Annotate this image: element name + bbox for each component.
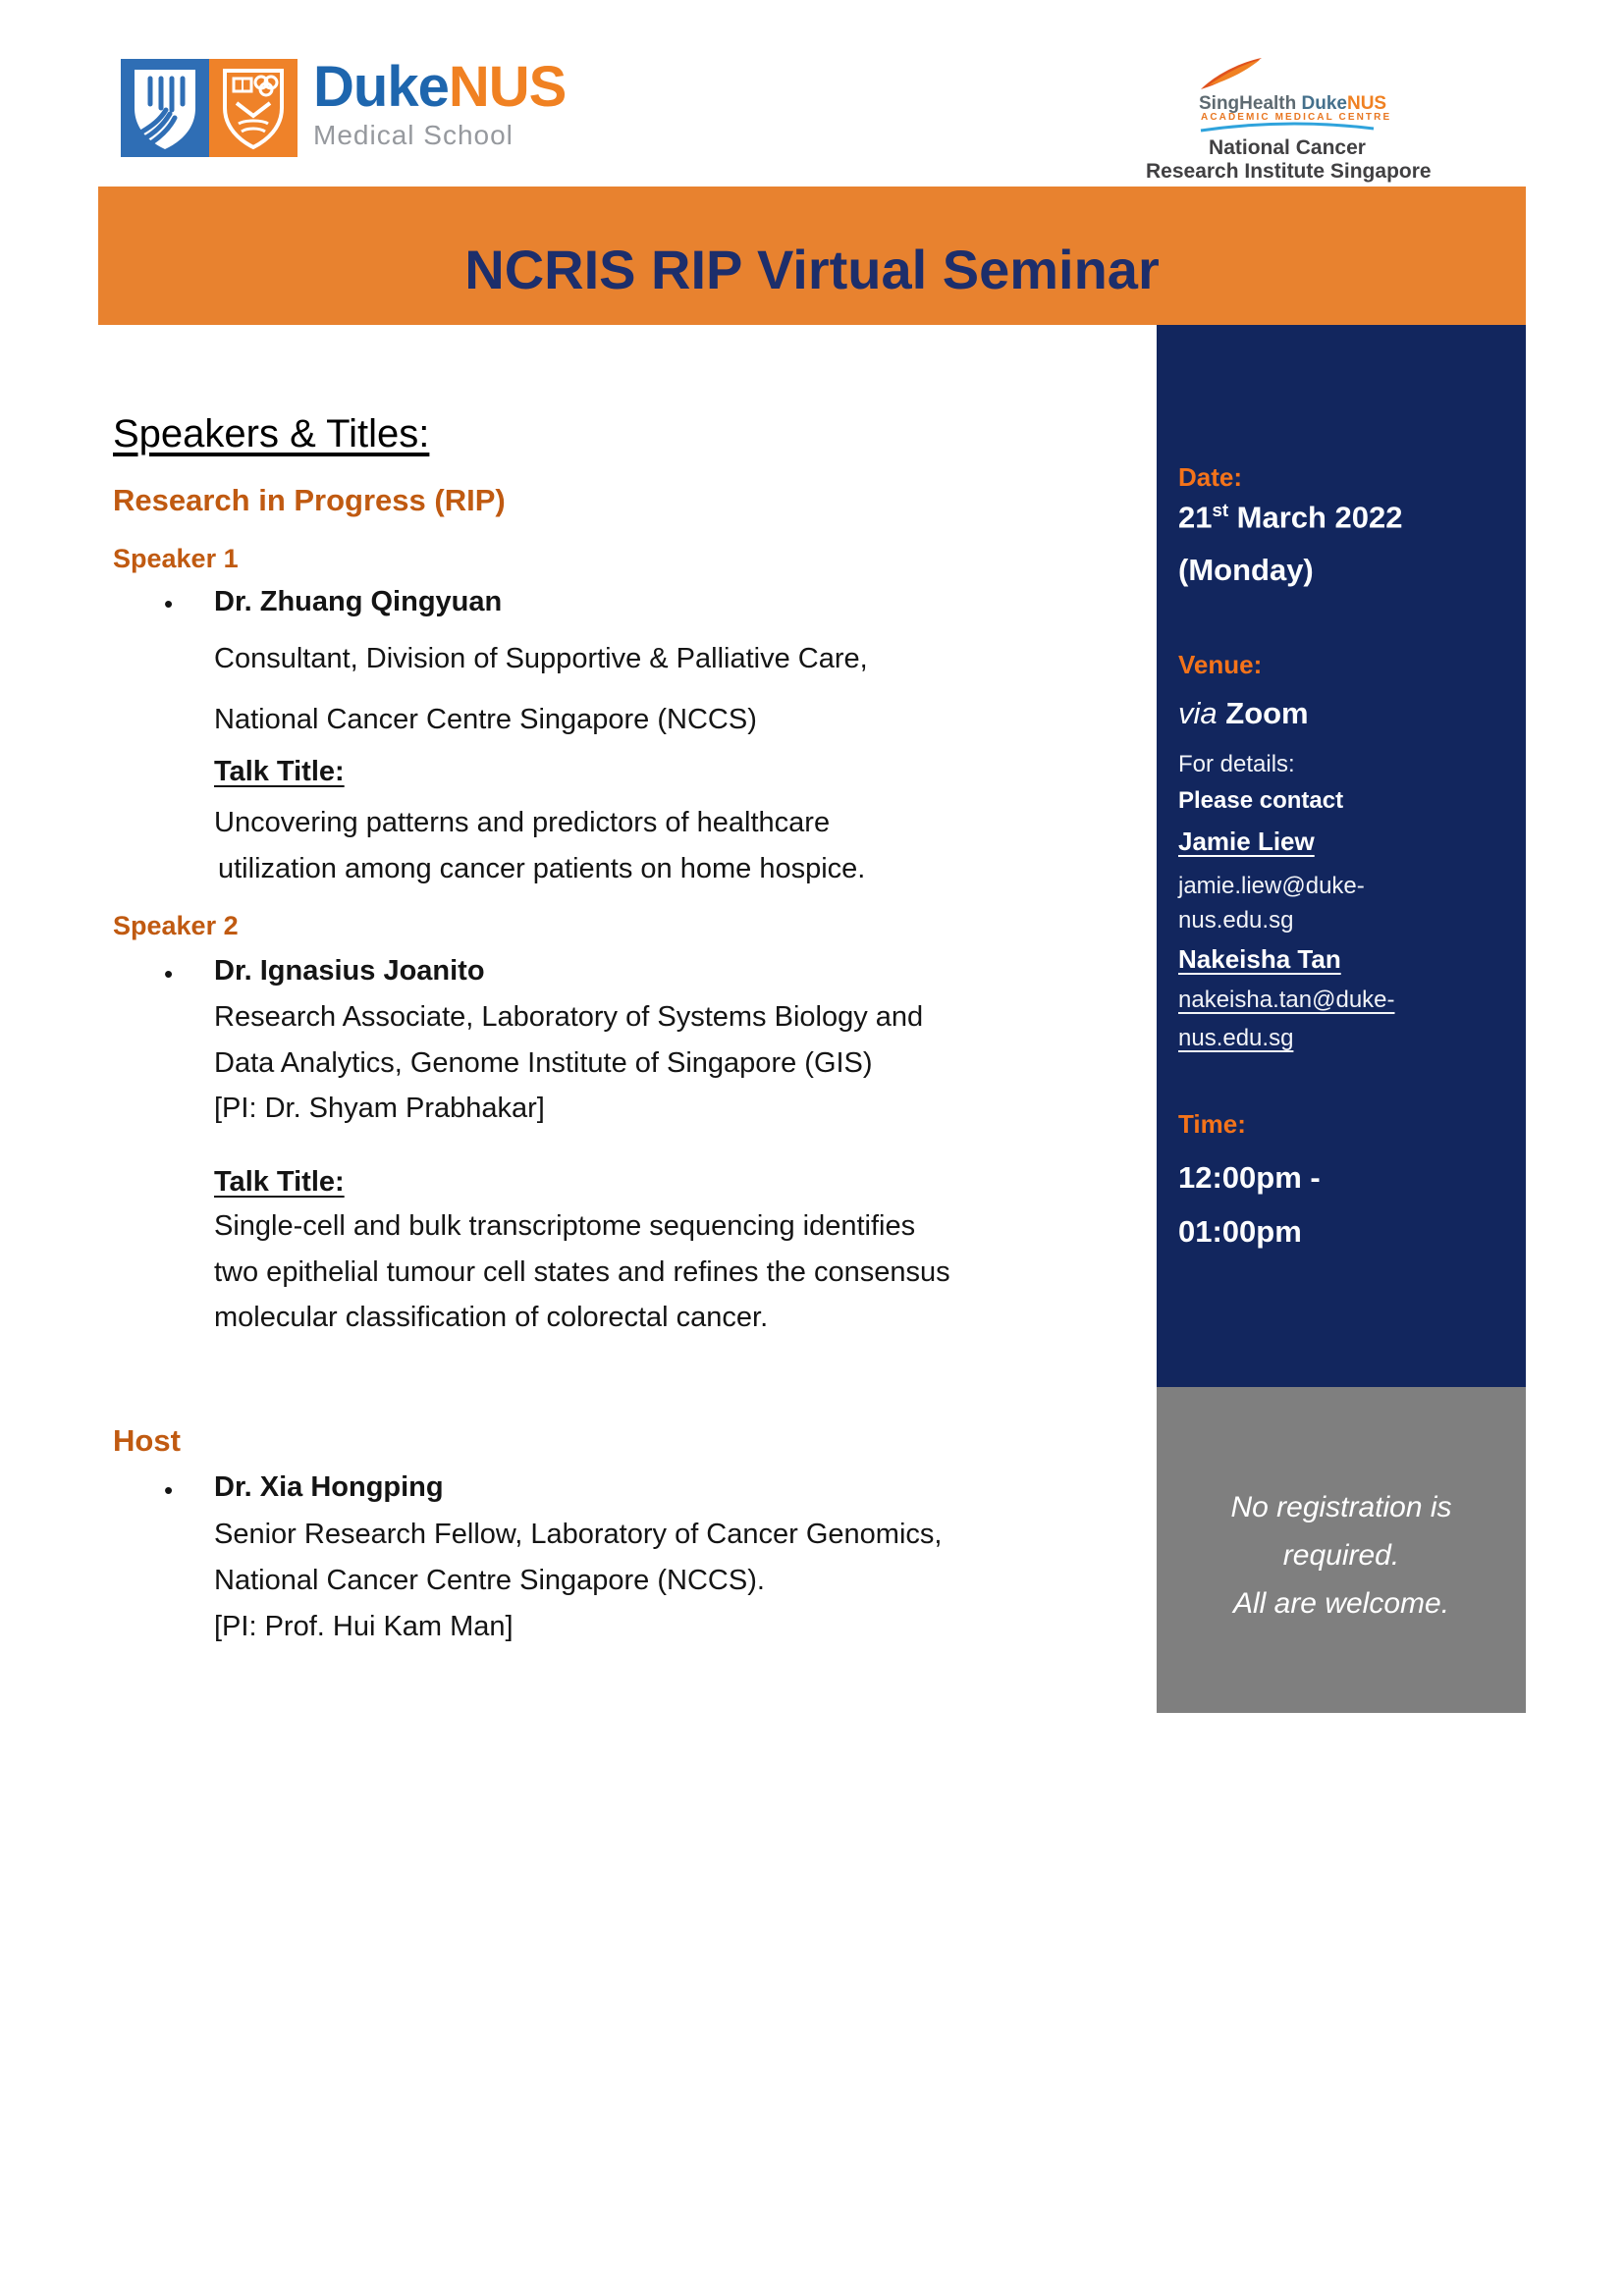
duke-word-small: Duke <box>1301 93 1347 114</box>
contact2-name-link[interactable]: Nakeisha Tan <box>1178 944 1341 974</box>
speaker1-label: Speaker 1 <box>113 544 239 573</box>
speaker1-bullet: • <box>164 589 174 618</box>
speaker1-talk-title-line2: utilization among cancer patients on home hospice. <box>218 853 866 884</box>
speaker2-label: Speaker 2 <box>113 911 239 940</box>
speaker2-talk-title-line2: two epithelial tumour cell states and refines the consensus <box>214 1256 950 1288</box>
speaker2-affiliation-line2: Data Analytics, Genome Institute of Singapore (GIS) <box>214 1047 873 1079</box>
duke-shield-icon <box>121 59 209 157</box>
host-affiliation-line1: Senior Research Fellow, Laboratory of Cancer Genomics, <box>214 1519 943 1550</box>
registration-notice-box <box>1157 1387 1526 1713</box>
contact2-email-line2[interactable]: nus.edu.sg <box>1178 1025 1294 1051</box>
notice-line3: All are welcome. <box>1232 1587 1450 1620</box>
notice-line1: No registration is <box>1230 1491 1452 1523</box>
time-value-line2: 01:00pm <box>1178 1214 1302 1249</box>
rip-subheading: Research in Progress (RIP) <box>113 483 506 517</box>
dukenus-wordmark-line <box>313 55 567 119</box>
nus-crest-icon <box>209 59 298 157</box>
venue-via: via <box>1178 696 1218 730</box>
contact1-name-link[interactable]: Jamie Liew <box>1178 827 1315 856</box>
singhealth-word: SingHealth <box>1199 93 1297 114</box>
nus-word-small: NUS <box>1346 93 1387 114</box>
host-label: Host <box>113 1423 181 1458</box>
date-day: 21 <box>1178 500 1213 535</box>
duke-word: Duke <box>313 55 449 119</box>
dukenus-wordmark <box>313 55 567 150</box>
host-bullet: • <box>164 1475 174 1505</box>
academic-medical-centre-label: ACADEMIC MEDICAL CENTRE <box>1201 112 1392 123</box>
nus-word: NUS <box>448 55 567 119</box>
host-pi-line: [PI: Prof. Hui Kam Man] <box>214 1611 514 1642</box>
date-value <box>1178 500 1403 535</box>
speaker2-bullet: • <box>164 959 174 988</box>
time-value-line1: 12:00pm - <box>1178 1160 1321 1195</box>
contact-intro: Please contact <box>1178 787 1344 814</box>
date-weekday: (Monday) <box>1178 553 1314 587</box>
host-name: Dr. Xia Hongping <box>214 1471 444 1503</box>
time-label: Time: <box>1178 1109 1246 1139</box>
speaker2-pi-line: [PI: Dr. Shyam Prabhakar] <box>214 1093 545 1124</box>
speaker2-name: Dr. Ignasius Joanito <box>214 955 485 987</box>
venue-platform: Zoom <box>1217 696 1309 730</box>
speaker2-talk-title-line1: Single-cell and bulk transcriptome sequencing identifies <box>214 1210 916 1242</box>
institute-name-line1: National Cancer <box>1209 136 1366 159</box>
speaker1-talk-title-label: Talk Title: <box>214 756 345 787</box>
speaker1-affiliation-line2: National Cancer Centre Singapore (NCCS) <box>214 704 757 735</box>
host-affiliation-line2: National Cancer Centre Singapore (NCCS). <box>214 1565 765 1596</box>
speaker1-name: Dr. Zhuang Qingyuan <box>214 586 503 617</box>
dukenus-logo <box>121 55 567 157</box>
singhealth-swoosh-icon <box>1199 56 1264 91</box>
details-intro: For details: <box>1178 751 1295 777</box>
contact2-email-line1[interactable]: nakeisha.tan@duke- <box>1178 987 1395 1013</box>
speaker1-talk-title-line1: Uncovering patterns and predictors of healthcare <box>214 807 831 838</box>
seminar-title-banner <box>98 187 1526 325</box>
speaker2-talk-title-line3: molecular classification of colorectal cancer. <box>214 1302 769 1333</box>
contact1-email-line1: jamie.liew@duke- <box>1178 873 1365 899</box>
date-label: Date: <box>1178 462 1243 492</box>
institute-name-line2: Research Institute Singapore <box>1146 160 1432 183</box>
venue-label: Venue: <box>1178 650 1263 679</box>
medical-school-label: Medical School <box>313 120 514 150</box>
speaker1-affiliation-line1: Consultant, Division of Supportive & Palliative Care, <box>214 643 868 674</box>
registration-notice-text <box>1157 1483 1526 1628</box>
date-ordinal-suffix: st <box>1212 500 1229 520</box>
speaker2-talk-title-label: Talk Title: <box>214 1166 345 1198</box>
notice-line2: required. <box>1282 1539 1400 1572</box>
venue-value <box>1178 696 1309 731</box>
event-details-sidebar <box>1157 325 1526 1387</box>
contact1-email-line2: nus.edu.sg <box>1178 907 1294 934</box>
speaker2-affiliation-line1: Research Associate, Laboratory of Systems Biology and <box>214 1001 924 1033</box>
seminar-title: NCRIS RIP Virtual Seminar <box>464 239 1160 300</box>
speakers-titles-heading: Speakers & Titles: <box>113 412 430 455</box>
date-month-year: March 2022 <box>1228 500 1403 535</box>
blue-arc-icon <box>1199 122 1376 133</box>
